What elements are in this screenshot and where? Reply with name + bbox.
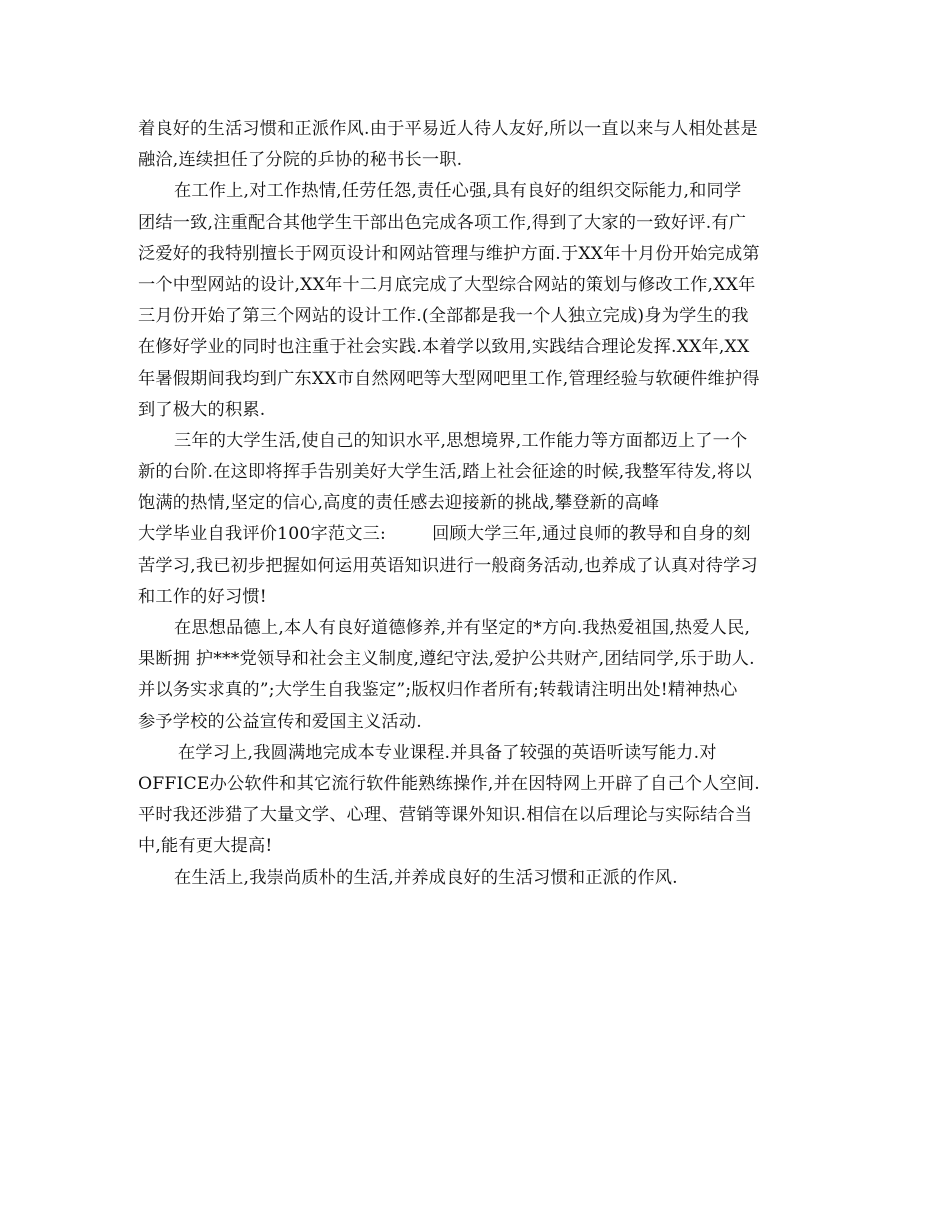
paragraph-morality-line: 在思想品德上,本人有良好道德修养,并有坚定的*方向.我热爱祖国,热爱人民, [174,618,751,638]
text-line: 并以务实求真的”;大学生自我鉴定”;版权归作者所有;转载请注明出处!精神热心 [138,680,738,701]
text-line: 饱满的热情,坚定的信心,高度的责任感去迎接新的挑战,攀登新的高峰 [138,493,660,514]
text-line: 着良好的生活习惯和正派作风.由于平易近人待人友好,所以一直以来与人相处甚是 [138,119,758,139]
text-line: 泛爱好的我特别擅长于网页设计和网站管理与维护方面.于XX年十月份开始完成第 [138,243,760,264]
text-line: 三月份开始了第三个网站的设计工作.(全部都是我一个人独立完成)身为学生的我 [138,306,749,327]
text-line: 到了极大的积累. [138,399,266,420]
text-line: 一个中型网站的设计,XX年十二月底完成了大型综合网站的策划与修改工作,XX年 [138,274,756,295]
section-intro-text: 回顾大学三年,通过良师的教导和自身的刻 [432,524,751,545]
text-line: 和工作的好习惯! [138,586,267,607]
text-line: OFFICE办公软件和其它流行软件能熟练操作,并在因特网上开辟了自己个人空间. [138,773,760,794]
section-heading-line [138,519,818,550]
text-line: 中,能有更大提高! [138,836,273,857]
section-heading: 大学毕业自我评价100字范文三: [138,524,387,545]
text-line: 果断拥 护***党领导和社会主义制度,遵纪守法,爱护公共财产,团结同学,乐于助人. [138,649,755,670]
text-line: 参予学校的公益宣传和爱国主义活动. [138,711,422,732]
paragraph-work-line: 在工作上,对工作热情,任劳任怨,责任心强,具有良好的组织交际能力,和同学 [174,181,742,202]
text-line: 年暑假期间我均到广东XX市自然网吧等大型网吧里工作,管理经验与软硬件维护得 [138,368,760,389]
text-line: 在修好学业的同时也注重于社会实践.本着学以致用,实践结合理论发挥.XX年,XX [138,337,750,358]
paragraph-study-line: 在学习上,我圆满地完成本专业课程.并具备了较强的英语听读写能力.对 [178,742,717,763]
text-line: 融洽,连续担任了分院的乒协的秘书长一职. [138,150,463,171]
paragraph-life-line: 在生活上,我崇尚质朴的生活,并养成良好的生活习惯和正派的作风. [174,867,678,888]
text-line: 新的台阶.在这即将挥手告别美好大学生活,踏上社会征途的时候,我整军待发,将以 [138,462,752,483]
document-body [138,114,818,894]
text-line: 平时我还涉猎了大量文学、心理、营销等课外知识.相信在以后理论与实际结合当 [138,805,753,826]
text-line: 团结一致,注重配合其他学生干部出色完成各项工作,得到了大家的一致好评.有广 [138,212,747,233]
text-line: 苦学习,我已初步把握如何运用英语知识进行一般商务活动,也养成了认真对待学习 [138,555,758,576]
paragraph-college-life-line: 三年的大学生活,使自己的知识水平,思想境界,工作能力等方面都迈上了一个 [174,430,748,451]
